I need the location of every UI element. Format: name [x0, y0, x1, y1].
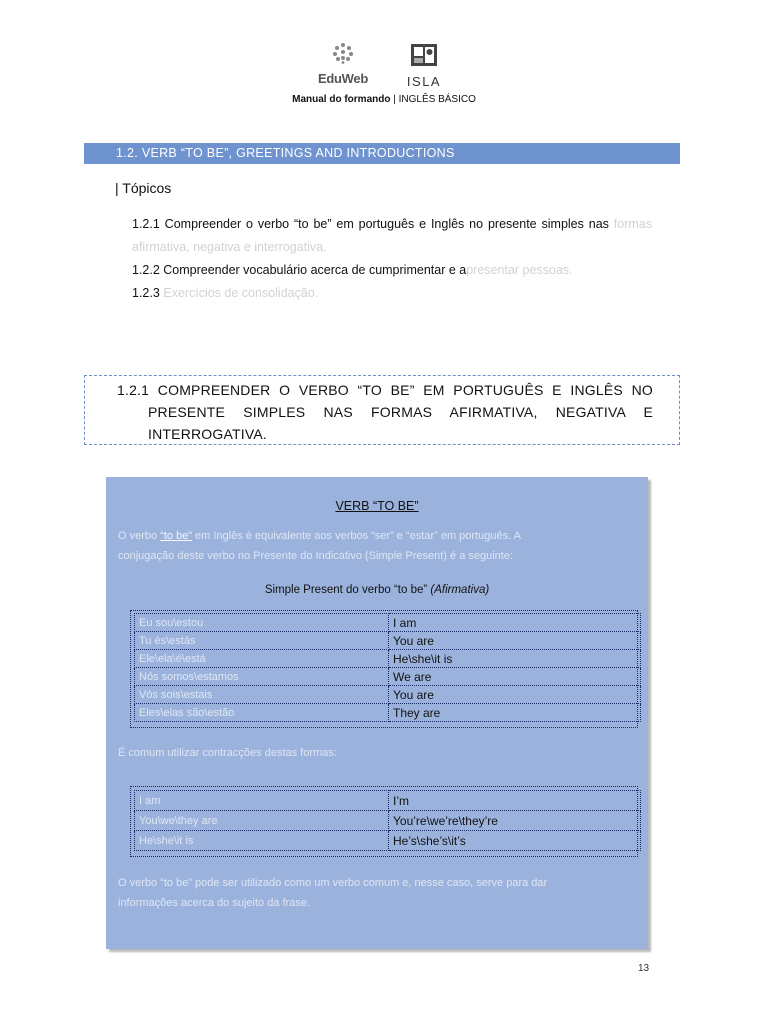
verb-to-be-panel — [106, 477, 648, 949]
panel-closing-line1: O verbo “to be” pode ser utilizado como um verbo comum e, nesse caso, serve para dar — [118, 877, 548, 889]
contractions-intro: É comum utilizar contracções destas formas: — [118, 747, 337, 759]
contractions-table — [134, 790, 641, 851]
table-caption — [106, 584, 648, 596]
table-cell-en: I’m — [389, 791, 641, 811]
table-row — [135, 704, 641, 722]
panel-closing-line2: informações acerca do sujeito da frase. — [118, 897, 310, 909]
panel-intro-post: em Inglês é equivalente aos verbos “ser” e “estar” em português. A — [191, 530, 521, 542]
table-row — [135, 632, 641, 650]
table-row — [135, 811, 641, 831]
topic-item-3-faded: Exercícios de consolidação. — [163, 286, 319, 300]
subsection-line-3: INTERROGATIVA. — [148, 426, 267, 442]
table-cell-en: He\she\it is — [389, 650, 641, 668]
table-cell-pt: He\she\it is — [135, 831, 389, 851]
topic-item-1 — [132, 213, 652, 259]
topic-item-3-text: 1.2.3 — [132, 286, 164, 300]
manual-title-rest: | INGLÊS BÁSICO — [390, 94, 476, 105]
topic-item-1-faded: formas afirmativa, negativa e interrogativa. — [132, 217, 652, 254]
isla-logo-text: ISLA — [406, 74, 442, 89]
manual-title-bold: Manual do formando — [292, 94, 391, 105]
table-row — [135, 791, 641, 811]
table-row — [135, 686, 641, 704]
table-cell-en: He’s\she’s\it’s — [389, 831, 641, 851]
topic-item-1-text: 1.2.1 Compreender o verbo “to be” em português e Inglês no presente simples nas — [132, 217, 609, 231]
table-cell-en: They are — [389, 704, 641, 722]
topic-item-3 — [132, 282, 652, 305]
to-be-link[interactable]: “to be” — [160, 530, 192, 542]
table-row — [135, 831, 641, 851]
table-row — [135, 668, 641, 686]
topic-item-2-text: 1.2.2 Compreender vocabulário acerca de cumprimentar e a — [132, 263, 467, 277]
table-cell-en: You’re\we’re\they’re — [389, 811, 641, 831]
manual-title — [0, 94, 768, 105]
table-cell-pt: Eu sou\estou — [135, 614, 389, 632]
topics-heading: | Tópicos — [115, 180, 172, 196]
table-cell-en: We are — [389, 668, 641, 686]
table-cell-pt: Vós sois\estais — [135, 686, 389, 704]
document-header — [0, 38, 768, 108]
eduweb-globe-icon — [332, 42, 354, 64]
conjugation-table — [134, 613, 641, 722]
eduweb-logo — [314, 38, 372, 86]
table-cell-pt: Eles\elas são\estão — [135, 704, 389, 722]
table-cell-pt: You\we\they are — [135, 811, 389, 831]
table-cell-pt: Nós somos\estamos — [135, 668, 389, 686]
subsection-heading-box — [84, 375, 680, 445]
table-cell-pt: I am — [135, 791, 389, 811]
isla-logo — [400, 42, 448, 89]
table-row — [135, 614, 641, 632]
subsection-line-1: 1.2.1 COMPREENDER O VERBO “TO BE” EM PORTUGUÊS E INGLÊS NO — [117, 382, 653, 398]
panel-closing — [118, 873, 638, 913]
table-cell-en: You are — [389, 632, 641, 650]
table-caption-text: Simple Present do verbo “to be” — [264, 584, 431, 596]
section-title: 1.2. VERB “TO BE”, GREETINGS AND INTRODUCTIONS — [116, 146, 455, 160]
topic-item-2-faded: presentar pessoas. — [466, 263, 573, 277]
panel-title: VERB “TO BE” — [335, 499, 419, 513]
panel-intro — [118, 526, 638, 566]
page-number: 13 — [638, 963, 650, 974]
table-cell-pt: Tu és\estás — [135, 632, 389, 650]
eduweb-logo-text: EduWeb — [318, 71, 368, 86]
table-cell-en: I am — [389, 614, 641, 632]
panel-intro-pre: O verbo — [118, 530, 161, 542]
table-cell-pt: Ele\ela\é\está — [135, 650, 389, 668]
panel-intro-line2: conjugação deste verbo no Presente do Indicativo (Simple Present) é a seguinte: — [118, 550, 514, 562]
table-caption-italic: (Afirmativa) — [430, 584, 490, 596]
isla-book-icon — [409, 42, 439, 68]
section-title-bar — [84, 143, 680, 164]
subsection-line-2: PRESENTE SIMPLES NAS FORMAS AFIRMATIVA, NEGATIVA E — [148, 404, 653, 420]
table-row — [135, 650, 641, 668]
table-cell-en: You are — [389, 686, 641, 704]
topic-item-2 — [132, 259, 652, 282]
